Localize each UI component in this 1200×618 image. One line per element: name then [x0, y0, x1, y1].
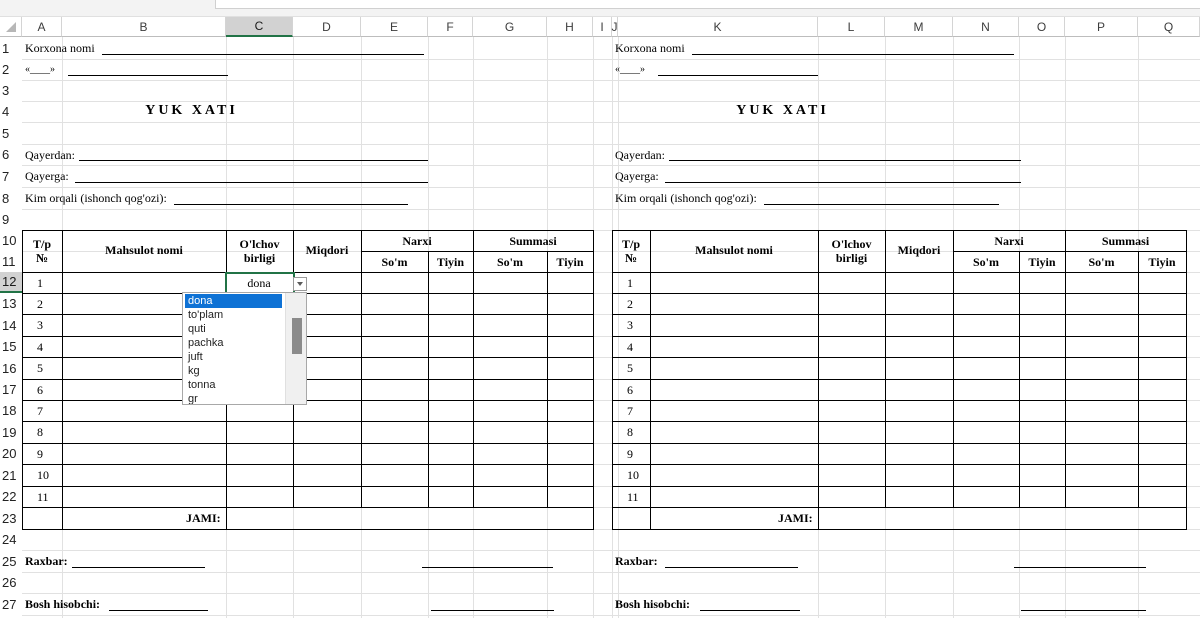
row-header-23[interactable]: 23: [0, 507, 22, 529]
table-border: [885, 230, 886, 507]
table-border: [612, 293, 1187, 294]
scrollbar-thumb[interactable]: [292, 318, 302, 354]
table-border: [612, 443, 1187, 444]
column-header-o[interactable]: O: [1019, 17, 1065, 37]
col-header-product-name: Mahsulot nomi: [695, 243, 773, 257]
table-border: [22, 400, 594, 401]
table-border: [953, 230, 954, 507]
row-header-17[interactable]: 17: [0, 379, 22, 400]
subheader-sum-tiyin: Tiyin: [1148, 255, 1176, 269]
col-header-no-sign: №: [624, 251, 638, 265]
row-header-16[interactable]: 16: [0, 357, 22, 379]
row-header-15[interactable]: 15: [0, 336, 22, 357]
col-header-unit-2: birligi: [243, 251, 276, 265]
table-border: [612, 336, 1187, 337]
dropdown-option[interactable]: pachka: [188, 337, 224, 349]
underline: [669, 160, 1021, 161]
row-gridline: [22, 80, 1200, 81]
date-day-field: «____»: [25, 64, 55, 75]
row-header-10[interactable]: 10: [0, 230, 22, 251]
column-header-m[interactable]: M: [885, 17, 953, 37]
dropdown-option[interactable]: kg: [188, 365, 200, 377]
chevron-down-icon: [296, 281, 304, 287]
table-border: [612, 379, 1187, 380]
table-border: [650, 230, 651, 529]
table-border: [818, 230, 819, 507]
row-header-4[interactable]: 4: [0, 101, 22, 122]
row-gridline: [22, 572, 1200, 573]
row-number: 2: [37, 297, 43, 311]
underline: [692, 54, 1014, 55]
row-gridline: [22, 59, 1200, 60]
row-number: 6: [627, 383, 633, 397]
subheader-sum-som: So'm: [496, 255, 523, 269]
row-header-13[interactable]: 13: [0, 293, 22, 314]
row-header-6[interactable]: 6: [0, 144, 22, 165]
row-number: 4: [627, 340, 633, 354]
row-header-18[interactable]: 18: [0, 400, 22, 421]
row-gridline: [22, 615, 1200, 616]
column-header-f[interactable]: F: [428, 17, 473, 37]
table-border: [953, 251, 1187, 252]
underline: [658, 75, 818, 76]
table-border: [22, 443, 594, 444]
column-header-i[interactable]: I: [593, 17, 612, 37]
from-label: Qayerdan:: [25, 148, 75, 162]
table-border: [361, 230, 362, 507]
row-header-7[interactable]: 7: [0, 165, 22, 187]
table-border: [62, 230, 63, 529]
row-number: 10: [37, 468, 49, 482]
column-header-b[interactable]: B: [62, 17, 226, 37]
row-number: 9: [627, 447, 633, 461]
dropdown-option[interactable]: to'plam: [188, 309, 224, 321]
col-header-sum: Summasi: [509, 234, 557, 248]
row-number: 7: [37, 404, 43, 418]
table-border: [361, 251, 594, 252]
to-label: Qayerga:: [615, 169, 659, 183]
subheader-price-tiyin: Tiyin: [1028, 255, 1056, 269]
table-border: [612, 529, 1187, 530]
column-header-k[interactable]: K: [618, 17, 818, 37]
table-border: [612, 507, 1187, 508]
row-gridline: [22, 165, 1200, 166]
company-name-label: Korxona nomi: [25, 41, 95, 55]
table-border: [612, 357, 1187, 358]
row-gridline: [22, 122, 1200, 123]
row-number: 8: [627, 425, 633, 439]
column-header-q[interactable]: Q: [1138, 17, 1200, 37]
column-header-l[interactable]: L: [818, 17, 885, 37]
row-number: 3: [627, 318, 633, 332]
table-border: [818, 507, 819, 529]
underline: [75, 182, 428, 183]
underline: [665, 567, 798, 568]
underline: [422, 567, 553, 568]
table-border: [22, 314, 594, 315]
col-header-product-name: Mahsulot nomi: [105, 243, 183, 257]
col-header-unit: O'lchov: [239, 237, 280, 251]
table-border: [1019, 251, 1020, 507]
row-number: 9: [37, 447, 43, 461]
underline: [102, 54, 424, 55]
table-border: [22, 507, 594, 508]
table-border: [1138, 251, 1139, 507]
col-header-sum: Summasi: [1101, 234, 1150, 248]
row-number: 1: [627, 276, 633, 290]
via-label: Kim orqali (ishonch qog'ozi):: [25, 191, 167, 205]
row-number: 7: [627, 404, 633, 418]
column-header-h[interactable]: H: [547, 17, 593, 37]
row-number: 10: [627, 468, 639, 482]
row-header-2[interactable]: 2: [0, 59, 22, 80]
row-header-11[interactable]: 11: [0, 251, 22, 272]
manager-label: Raxbar:: [25, 554, 68, 568]
dropdown-button[interactable]: [293, 277, 307, 291]
from-label: Qayerdan:: [615, 148, 665, 162]
table-border: [22, 336, 594, 337]
underline: [68, 75, 228, 76]
table-border: [612, 272, 1187, 273]
table-border: [612, 230, 613, 529]
table-border: [226, 507, 227, 529]
table-border: [22, 230, 23, 529]
row-header-19[interactable]: 19: [0, 421, 22, 443]
underline: [1021, 610, 1146, 611]
row-header-12[interactable]: 12: [0, 272, 22, 293]
dropdown-option[interactable]: gr: [188, 393, 198, 405]
row-header-5[interactable]: 5: [0, 122, 22, 144]
row-number: 3: [37, 318, 43, 332]
table-border: [22, 379, 594, 380]
col-header-quantity: Miqdori: [305, 243, 349, 257]
table-border: [1186, 230, 1187, 529]
column-header-a[interactable]: A: [22, 17, 62, 37]
date-day-field: «____»: [615, 64, 645, 75]
row-gridline: [22, 187, 1200, 188]
row-number: 5: [627, 361, 633, 375]
table-border: [22, 293, 594, 294]
col-header-no-sign: №: [35, 251, 49, 265]
underline: [72, 567, 205, 568]
row-number: 4: [37, 340, 43, 354]
row-gridline: [22, 593, 1200, 594]
table-border: [547, 251, 548, 507]
row-header-20[interactable]: 20: [0, 443, 22, 464]
table-border: [428, 251, 429, 507]
underline: [431, 610, 554, 611]
row-header-8[interactable]: 8: [0, 187, 22, 209]
table-border: [612, 400, 1187, 401]
subheader-price-som: So'm: [972, 255, 999, 269]
dropdown-option[interactable]: quti: [188, 323, 206, 335]
row-header-14[interactable]: 14: [0, 314, 22, 336]
subheader-sum-tiyin: Tiyin: [556, 255, 584, 269]
dropdown-option[interactable]: dona: [185, 294, 282, 308]
subheader-sum-som: So'm: [1088, 255, 1115, 269]
subheader-price-tiyin: Tiyin: [436, 255, 465, 269]
row-gridline: [22, 550, 1200, 551]
column-header-e[interactable]: E: [361, 17, 428, 37]
waybill-title: YUK XATI: [736, 103, 829, 118]
row-gridline: [22, 209, 1200, 210]
row-number: 11: [627, 490, 639, 504]
column-header-p[interactable]: P: [1065, 17, 1138, 37]
underline: [109, 610, 208, 611]
to-label: Qayerga:: [25, 169, 69, 183]
row-number: 11: [37, 490, 49, 504]
select-all-corner[interactable]: [0, 17, 22, 37]
underline: [665, 182, 1021, 183]
row-header-24[interactable]: 24: [0, 529, 22, 550]
dropdown-scrollbar[interactable]: [285, 293, 307, 404]
table-border: [22, 464, 594, 465]
underline: [174, 204, 408, 205]
dropdown-option[interactable]: juft: [188, 351, 203, 363]
unit-cell-value[interactable]: dona: [247, 276, 271, 290]
row-number: 8: [37, 425, 43, 439]
table-border: [473, 230, 474, 507]
column-header-g[interactable]: G: [473, 17, 547, 37]
row-number: 5: [37, 361, 43, 375]
table-border: [612, 464, 1187, 465]
chief-accountant-label: Bosh hisobchi:: [25, 597, 101, 611]
col-header-price: Narxi: [994, 234, 1024, 248]
underline: [1014, 567, 1146, 568]
row-header-22[interactable]: 22: [0, 486, 22, 507]
table-border: [612, 486, 1187, 487]
underline: [79, 160, 428, 161]
row-header-1[interactable]: 1: [0, 37, 22, 59]
chief-accountant-label: Bosh hisobchi:: [615, 597, 691, 611]
table-border: [612, 230, 1187, 231]
waybill-title: YUK XATI: [145, 103, 238, 118]
table-border: [593, 230, 594, 529]
underline: [700, 610, 800, 611]
row-gridline: [22, 101, 1200, 102]
table-border: [612, 421, 1187, 422]
table-border: [22, 486, 594, 487]
row-number: 2: [627, 297, 633, 311]
column-header-d[interactable]: D: [293, 17, 361, 37]
company-name-label: Korxona nomi: [615, 41, 685, 55]
col-header-price: Narxi: [402, 234, 432, 248]
row-gridline: [22, 144, 1200, 145]
table-border: [1065, 230, 1066, 507]
underline: [764, 204, 999, 205]
total-label: JAMI:: [778, 511, 813, 525]
row-header-9[interactable]: 9: [0, 209, 22, 230]
table-border: [612, 314, 1187, 315]
col-header-unit-2: birligi: [835, 251, 868, 265]
row-number: 6: [37, 383, 43, 397]
column-header-j[interactable]: J: [612, 17, 618, 37]
col-header-quantity: Miqdori: [897, 243, 941, 257]
unit-dropdown-list[interactable]: [182, 292, 307, 405]
row-number: 1: [37, 276, 43, 290]
row-header-25[interactable]: 25: [0, 550, 22, 572]
manager-label: Raxbar:: [615, 554, 658, 568]
table-border: [22, 357, 594, 358]
column-gridline: [618, 37, 619, 618]
col-header-no: T/p: [621, 237, 640, 251]
column-header-n[interactable]: N: [953, 17, 1019, 37]
dropdown-option[interactable]: tonna: [188, 379, 216, 391]
table-border: [22, 529, 594, 530]
total-label: JAMI:: [186, 511, 221, 525]
table-border: [22, 230, 594, 231]
row-header-21[interactable]: 21: [0, 464, 22, 486]
col-header-no: T/p: [32, 237, 51, 251]
table-border: [22, 421, 594, 422]
row-header-3[interactable]: 3: [0, 80, 22, 101]
row-header-26[interactable]: 26: [0, 572, 22, 593]
name-box-edge: [215, 0, 1200, 9]
table-border: [22, 272, 594, 273]
col-header-unit: O'lchov: [831, 237, 872, 251]
column-header-c[interactable]: C: [226, 17, 293, 37]
subheader-price-som: So'm: [381, 255, 408, 269]
row-header-27[interactable]: 27: [0, 593, 22, 615]
via-label: Kim orqali (ishonch qog'ozi):: [615, 191, 757, 205]
